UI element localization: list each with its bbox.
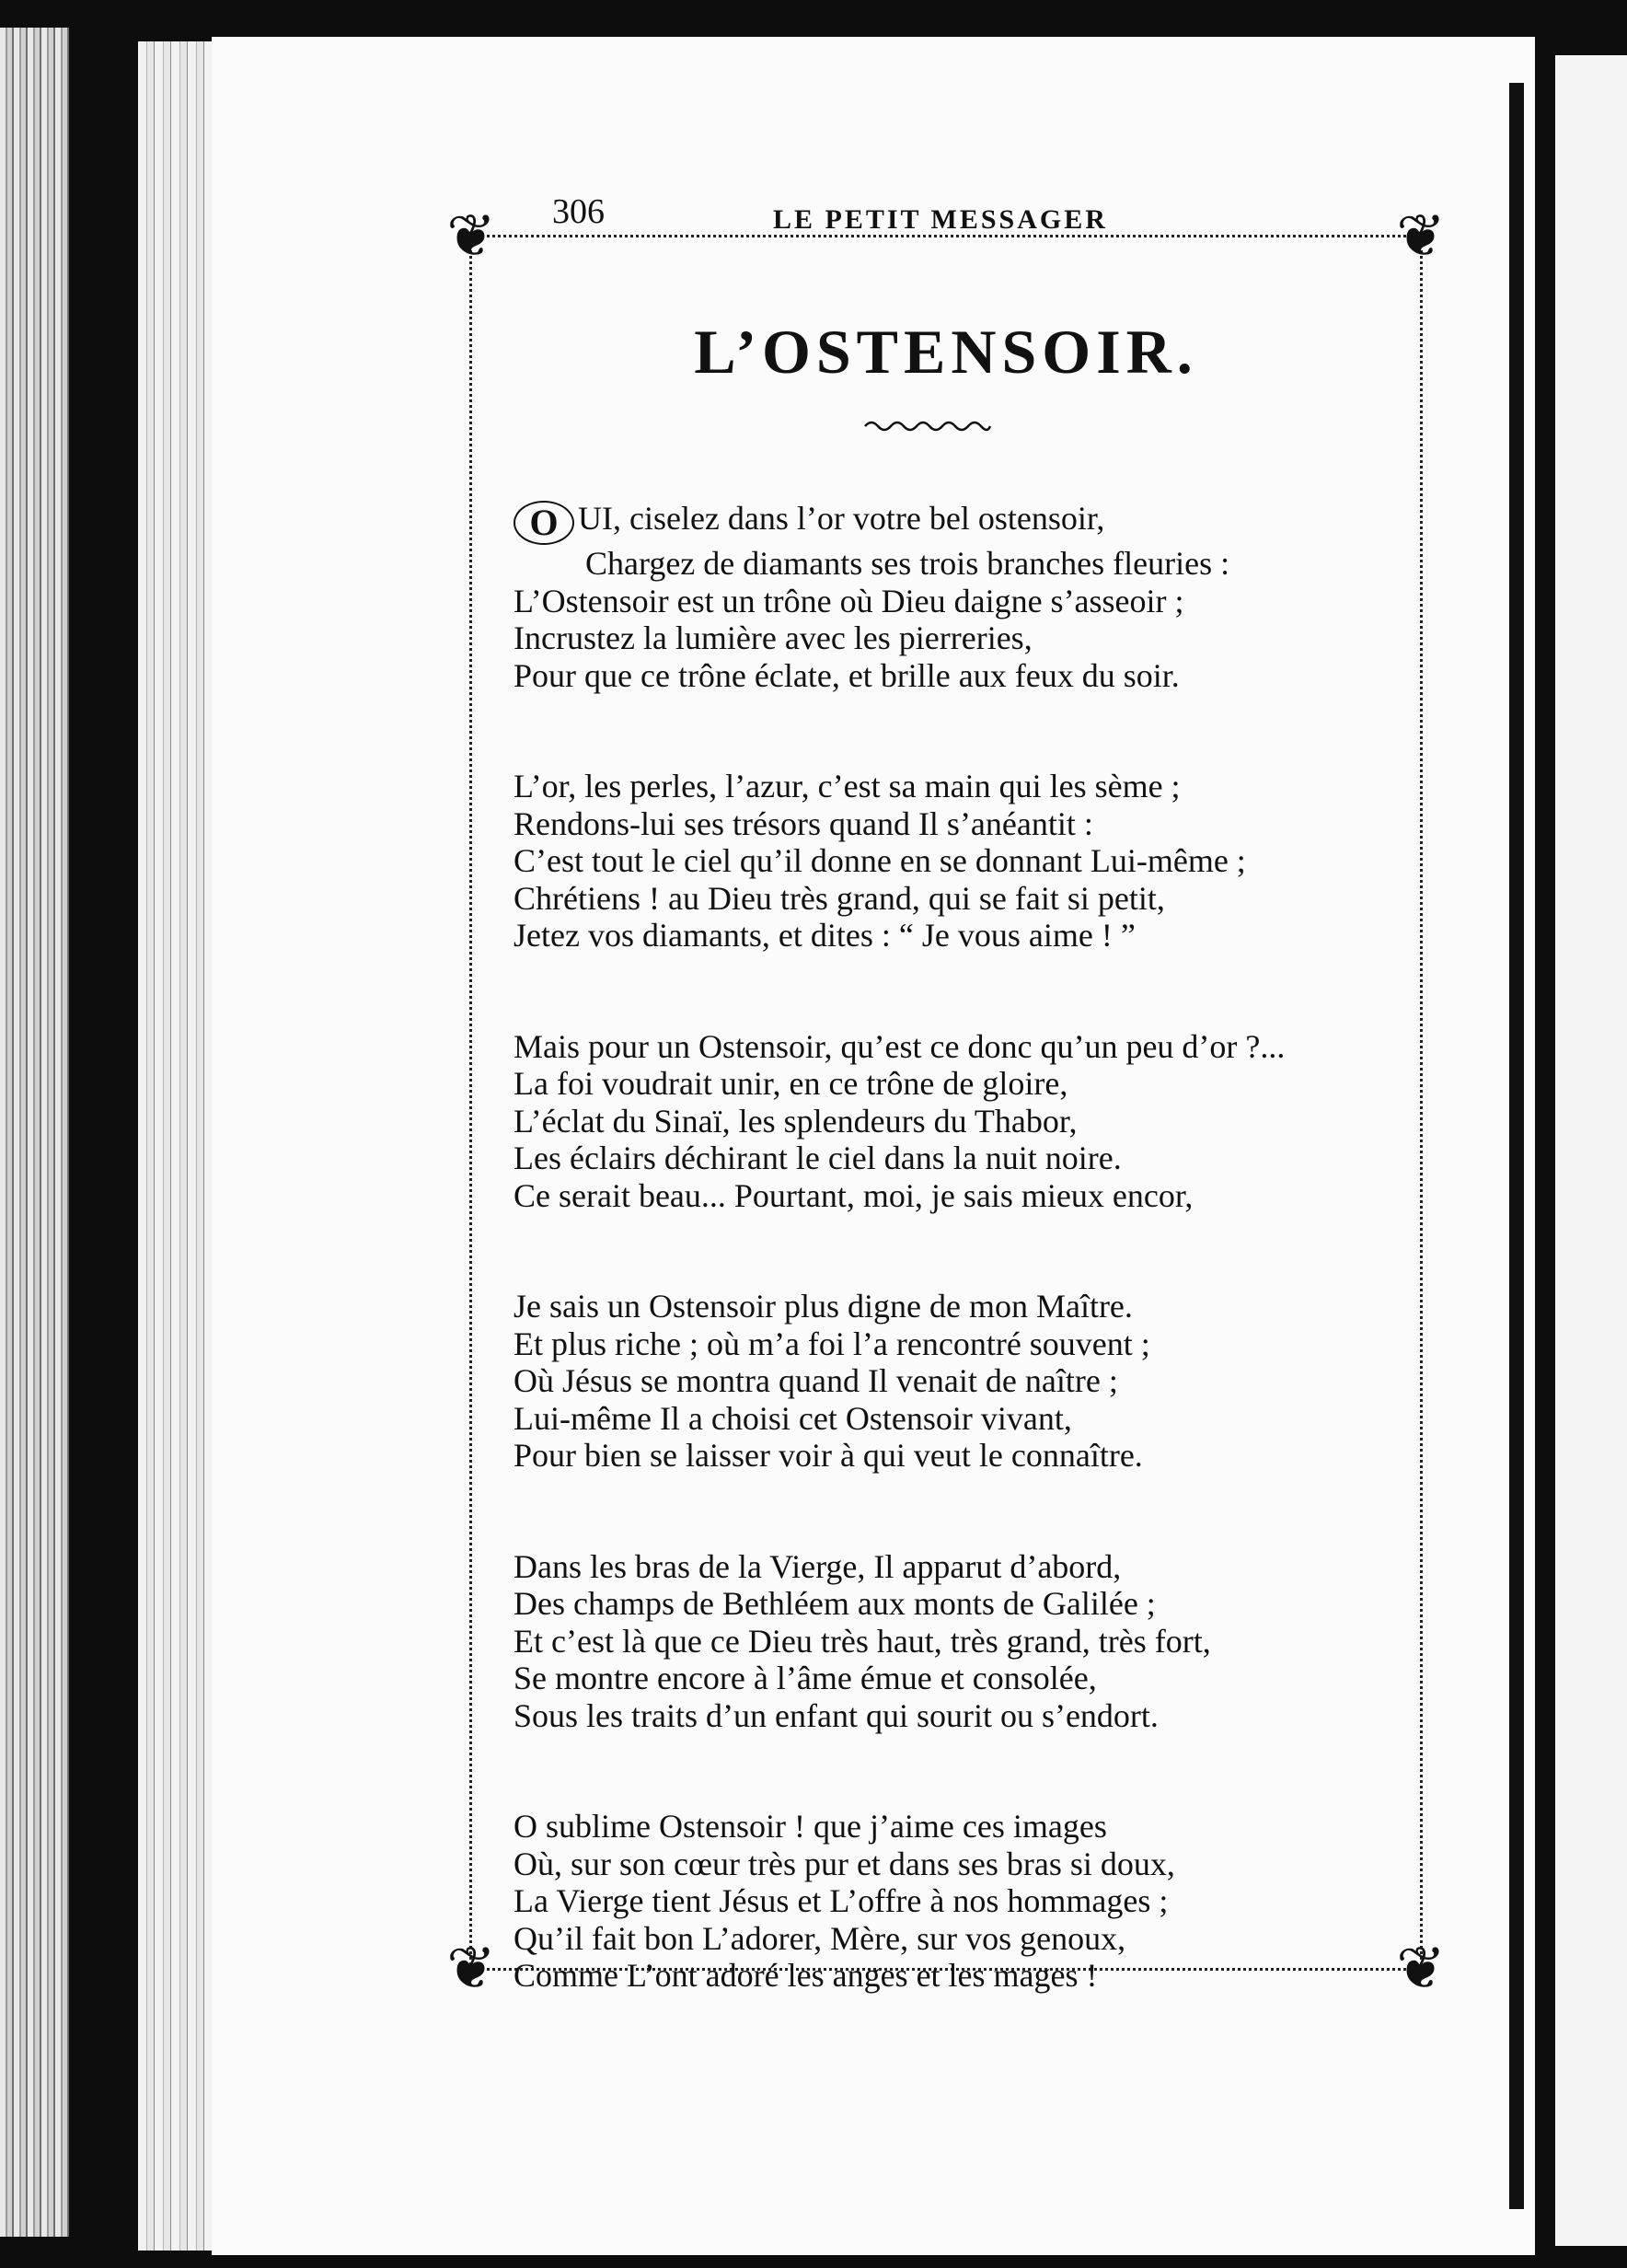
poem-line-text: Les éclairs déchirant le ciel dans la nuit noire.: [513, 1140, 1122, 1176]
poem-line-text: Mais pour un Ostensoir, qu’est ce donc qu’un peu d’or ?...: [513, 1027, 1286, 1065]
poem-line-text: C’est tout le ciel qu’il donne en se donnant Lui-même ;: [513, 842, 1246, 879]
poem-line-text: Incrustez la lumière avec les pierreries,: [513, 619, 1033, 656]
poem-line: [513, 842, 1397, 880]
poem-line-text: L’or, les perles, l’azur, c’est sa main qui les sème ;: [513, 768, 1181, 804]
poem-line-text: L’éclat du Sinaï, les splendeurs du Thabor,: [513, 1102, 1078, 1140]
poem-line-text: Sous les traits d’un enfant qui sourit ou s’endort.: [513, 1696, 1159, 1734]
poem-line-text: Pour que ce trône éclate, et brille aux feux du soir.: [513, 656, 1180, 694]
poem-line: [513, 768, 1397, 805]
poem-line: [513, 1065, 1397, 1103]
facing-page-edge: [1555, 55, 1627, 2246]
poem-line-text: Lui-même Il a choisi cet Ostensoir vivant,: [513, 1399, 1072, 1437]
poem-line-text: Je sais un Ostensoir plus digne de mon Maître.: [513, 1288, 1133, 1325]
poem-line: [513, 917, 1397, 955]
poem-body: [513, 500, 1397, 2068]
poem-line-text: Ce serait beau... Pourtant, moi, je sais mieux encor,: [513, 1176, 1194, 1214]
poem-line-text: Chrétiens ! au Dieu très grand, qui se fait si petit,: [513, 879, 1165, 917]
poem-line: [513, 1920, 1397, 1958]
poem-line: [513, 1288, 1397, 1325]
poem-line-text: Se montre encore à l’âme émue et consolée,: [513, 1660, 1097, 1696]
poem-line-text: Où Jésus se montra quand Il venait de naître ;: [513, 1362, 1118, 1399]
stanza: [513, 500, 1397, 694]
poem-line: [513, 1808, 1397, 1846]
page-number: 306: [552, 192, 605, 231]
ornate-corner-icon: ❦: [1396, 203, 1446, 269]
poem-line: [513, 545, 1397, 583]
stanza: [513, 768, 1397, 955]
poem-line: [513, 1437, 1397, 1475]
ornate-corner-icon: ❦: [446, 203, 496, 269]
poem-line: [513, 1660, 1397, 1697]
stanza: [513, 1028, 1397, 1215]
poem-line: [513, 1325, 1397, 1363]
book-page-edges-inner: [138, 41, 221, 2251]
ornate-corner-icon: ❦: [1396, 1936, 1446, 2001]
poem-line: [513, 1585, 1397, 1623]
poem-line-text: Rendons-lui ses trésors quand Il s’anéantit :: [513, 804, 1093, 842]
poem-line-text: Pour bien se laisser voir à qui veut le connaître.: [513, 1437, 1143, 1474]
poem-line: [513, 1400, 1397, 1438]
poem-line: [513, 1028, 1397, 1066]
poem-line: [513, 1623, 1397, 1660]
ornate-corner-icon: ❦: [446, 1936, 496, 2001]
poem-line: [513, 1362, 1397, 1400]
poem-line-text: Et c’est là que ce Dieu très haut, très grand, très fort,: [513, 1622, 1211, 1660]
poem-line-text: Qu’il fait bon L’adorer, Mère, sur vos genoux,: [513, 1919, 1126, 1957]
poem-line-text: Comme L’ont adoré les anges et les mages !: [513, 1957, 1098, 1994]
poem-line-text: UI, ciselez dans l’or votre bel ostensoir,: [578, 500, 1105, 537]
poem-line-text: O sublime Ostensoir ! que j’aime ces images: [513, 1808, 1107, 1845]
wavy-divider-icon: [863, 417, 992, 435]
poem-line-text: Jetez vos diamants, et dites : “ Je vous aime ! ”: [513, 917, 1136, 954]
poem-line-text: Des champs de Bethléem aux monts de Galilée ;: [513, 1585, 1156, 1622]
poem-line-text: Chargez de diamants ses trois branches fleuries :: [585, 545, 1230, 582]
poem-line: [513, 1177, 1397, 1215]
poem-line-text: Dans les bras de la Vierge, Il apparut d’abord,: [513, 1547, 1122, 1585]
poem-line: [513, 500, 1397, 545]
poem-line: [513, 1697, 1397, 1735]
poem-line: [513, 1103, 1397, 1140]
poem-line: [513, 805, 1397, 843]
book-gutter-line: [1509, 83, 1524, 2209]
poem-line-text: La foi voudrait unir, en ce trône de gloire,: [513, 1065, 1068, 1102]
poem-line: [513, 1140, 1397, 1177]
poem-line: [513, 1882, 1397, 1920]
poem-line: [513, 657, 1397, 695]
book-page-edges-outer: [0, 28, 69, 2237]
stanza: [513, 1288, 1397, 1475]
poem-line-text: Et plus riche ; où m’a foi l’a rencontré souvent ;: [513, 1325, 1150, 1362]
poem-line-text: L’Ostensoir est un trône où Dieu daigne s’asseoir ;: [513, 582, 1184, 619]
stanza: [513, 1808, 1397, 1995]
page-header: [552, 191, 1141, 237]
poem-line-text: Où, sur son cœur très pur et dans ses bras si doux,: [513, 1845, 1175, 1882]
poem-line: [513, 619, 1397, 657]
running-title: LE PETIT MESSAGER: [773, 204, 1108, 235]
poem-line: [513, 1957, 1397, 1995]
stanza: [513, 1548, 1397, 1735]
poem-line: [513, 1846, 1397, 1883]
poem-line: [513, 583, 1397, 620]
poem-line: [513, 880, 1397, 918]
drop-cap: O: [513, 501, 574, 545]
poem-line: [513, 1548, 1397, 1586]
poem-title: L’OSTENSOIR.: [694, 317, 1198, 387]
poem-line-text: La Vierge tient Jésus et L’offre à nos hommages ;: [513, 1882, 1169, 1919]
